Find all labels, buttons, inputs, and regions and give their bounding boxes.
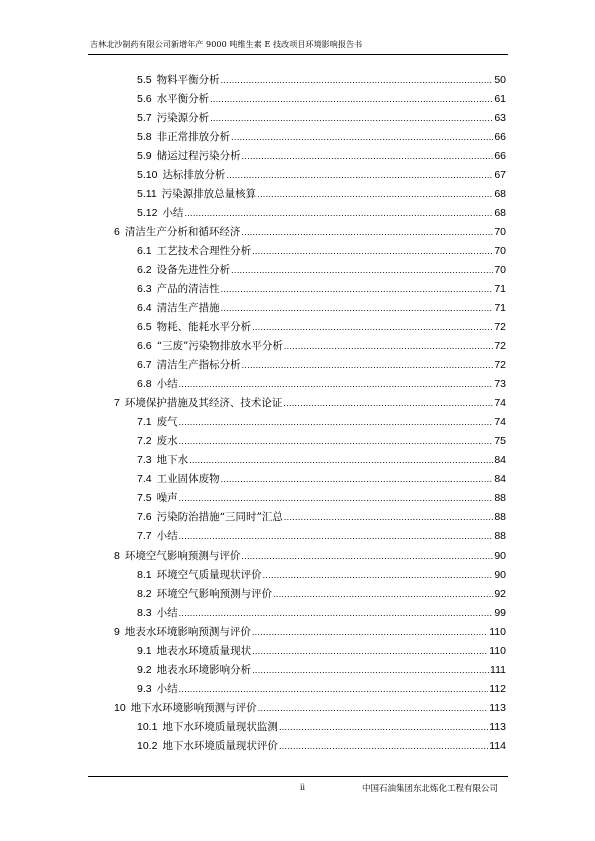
- toc-entry-page: 84: [494, 473, 506, 486]
- toc-dot-leader: [241, 223, 493, 241]
- toc-section-entry[interactable]: [137, 489, 506, 507]
- toc-entry-title: 污染防治措施“三同时”汇总: [156, 511, 283, 524]
- toc-dot-leader: [279, 718, 488, 736]
- toc-section-entry[interactable]: [137, 318, 506, 336]
- toc-section-entry[interactable]: [137, 71, 506, 89]
- toc-entry-page: 70: [494, 264, 506, 277]
- toc-chapter-entry[interactable]: [114, 223, 506, 241]
- toc-entry-page: 84: [494, 454, 506, 467]
- toc-dot-leader: [221, 470, 494, 488]
- toc-entry-number: 7.1: [137, 416, 152, 429]
- toc-dot-leader: [258, 699, 489, 717]
- toc-entry-page: 72: [494, 359, 506, 372]
- toc-entry-title: 地下水环境质量现状监测: [162, 720, 278, 733]
- toc-entry-title: 地表水环境质量现状: [156, 644, 252, 657]
- toc-entry-number: 6.6: [137, 340, 152, 353]
- toc-entry-number: 7.2: [137, 435, 152, 448]
- toc-entry-title: 水平衡分析: [156, 93, 210, 106]
- toc-entry-title: 小结: [156, 530, 178, 543]
- toc-dot-leader: [263, 566, 494, 584]
- toc-entry-title: 清洁生产分析和循环经济: [124, 226, 241, 239]
- toc-dot-leader: [179, 432, 494, 450]
- toc-dot-leader: [257, 185, 493, 203]
- toc-entry-page: 50: [494, 74, 506, 86]
- toc-dot-leader: [242, 147, 494, 165]
- toc-entry-number: 5.8: [137, 131, 152, 144]
- toc-dot-leader: [179, 680, 489, 698]
- toc-dot-leader: [252, 661, 489, 679]
- toc-dot-leader: [231, 261, 493, 279]
- toc-entry-title: 地表水环境影响分析: [156, 663, 252, 676]
- toc-entry-title: 地表水环境影响预测与评价: [124, 625, 251, 638]
- toc-entry-title: 产品的清洁性: [156, 283, 220, 296]
- toc-entry-number: 6.5: [137, 321, 152, 334]
- toc-chapter-entry[interactable]: [114, 547, 506, 565]
- toc-entry-title: 设备先进性分析: [156, 264, 231, 277]
- toc-entry-page: 74: [494, 416, 506, 429]
- toc-entry-title: 小结: [162, 207, 184, 220]
- toc-section-entry[interactable]: [137, 413, 506, 431]
- toc-entry-page: 66: [494, 131, 506, 144]
- toc-entry-title: 污染源排放总量核算: [161, 188, 257, 201]
- toc-section-entry[interactable]: [137, 204, 506, 222]
- toc-dot-leader: [283, 394, 493, 412]
- toc-entry-page: 66: [494, 150, 506, 163]
- toc-section-entry[interactable]: [137, 604, 506, 622]
- toc-section-entry[interactable]: [137, 356, 506, 374]
- toc-entry-title: 工业固体废物: [156, 473, 220, 486]
- toc-entry-number: 6.3: [137, 283, 152, 296]
- toc-entry-title: 环境保护措施及其经济、技术论证: [124, 397, 283, 410]
- toc-entry-title: 地下水: [156, 454, 189, 467]
- toc-entry-number: 8: [114, 549, 120, 562]
- toc-entry-page: 111: [490, 663, 506, 676]
- toc-entry-page: 110: [489, 644, 506, 657]
- toc-entry-title: 物料平衡分析: [156, 74, 220, 86]
- toc-entry-number: 8.1: [137, 568, 152, 581]
- toc-entry-page: 88: [494, 511, 506, 524]
- toc-entry-number: 6.2: [137, 264, 152, 277]
- toc-dot-leader: [221, 71, 494, 89]
- toc-entry-page: 88: [494, 492, 506, 505]
- footer-page-number: ii: [300, 782, 306, 792]
- toc-entry-page: 113: [489, 720, 506, 733]
- toc-dot-leader: [242, 356, 494, 374]
- toc-entry-number: 7.5: [137, 492, 152, 505]
- toc-dot-leader: [241, 547, 493, 565]
- toc-entry-title: 地下水环境质量现状评价: [162, 739, 278, 752]
- toc-entry-title: “三废”污染物排放水平分析: [156, 340, 283, 353]
- toc-entry-number: 7.6: [137, 511, 152, 524]
- toc-entry-page: 88: [494, 530, 506, 543]
- toc-section-entry[interactable]: [137, 451, 506, 469]
- toc-section-entry[interactable]: [137, 337, 506, 355]
- toc-entry-number: 5.9: [137, 150, 152, 163]
- toc-entry-page: 68: [494, 188, 506, 201]
- toc-dot-leader: [210, 109, 493, 127]
- toc-entry-number: 7.4: [137, 473, 152, 486]
- toc-dot-leader: [179, 604, 494, 622]
- toc-section-entry[interactable]: [137, 737, 506, 755]
- footer-divider: [88, 776, 508, 777]
- toc-section-entry[interactable]: [137, 680, 506, 698]
- toc-entry-number: 6.8: [137, 378, 152, 391]
- toc-entry-title: 工艺技术合理性分析: [156, 245, 252, 258]
- toc-entry-page: 74: [494, 397, 506, 410]
- toc-dot-leader: [179, 527, 494, 545]
- footer-organization: 中国石油集团东北炼化工程有限公司: [362, 784, 499, 794]
- toc-dot-leader: [210, 90, 493, 108]
- toc-dot-leader: [273, 585, 493, 603]
- toc-entry-title: 环境空气影响预测与评价: [124, 549, 241, 562]
- toc-entry-number: 8.3: [137, 606, 152, 619]
- toc-section-entry[interactable]: [137, 508, 506, 526]
- toc-dot-leader: [252, 242, 493, 260]
- toc-entry-title: 环境空气质量现状评价: [156, 568, 262, 581]
- toc-dot-leader: [184, 204, 493, 222]
- toc-entry-number: 9.2: [137, 663, 152, 676]
- toc-section-entry[interactable]: [137, 128, 506, 146]
- toc-entry-number: 5.7: [137, 112, 152, 125]
- toc-section-entry[interactable]: [137, 375, 506, 393]
- toc-section-entry[interactable]: [137, 661, 506, 679]
- toc-dot-leader: [221, 280, 494, 298]
- toc-entry-number: 6.1: [137, 245, 152, 258]
- toc-entry-number: 7.7: [137, 530, 152, 543]
- toc-entry-page: 112: [489, 682, 506, 695]
- toc-entry-number: 6.7: [137, 359, 152, 372]
- toc-entry-page: 73: [494, 378, 506, 391]
- header-divider: [88, 54, 508, 55]
- toc-entry-number: 9: [114, 625, 120, 638]
- toc-entry-number: 9.1: [137, 644, 152, 657]
- toc-section-entry[interactable]: [137, 242, 506, 260]
- toc-section-entry[interactable]: [137, 585, 506, 603]
- toc-dot-leader: [252, 623, 488, 641]
- toc-dot-leader: [252, 642, 488, 660]
- toc-entry-number: 5.12: [137, 207, 158, 220]
- toc-entry-title: 环境空气影响预测与评价: [156, 587, 273, 600]
- toc-entry-title: 噪声: [156, 492, 178, 505]
- toc-entry-number: 5.6: [137, 93, 152, 106]
- toc-entry-number: 5.5: [137, 74, 152, 86]
- toc-entry-page: 71: [494, 302, 506, 315]
- toc-section-entry[interactable]: [137, 185, 506, 203]
- toc-entry-number: 10: [114, 701, 126, 714]
- toc-entry-title: 清洁生产指标分析: [156, 359, 241, 372]
- toc-dot-leader: [252, 318, 493, 336]
- running-header: 吉林北沙制药有限公司新增年产 9000 吨维生素 E 技改项目环境影响报告书: [90, 40, 363, 49]
- toc-entry-page: 70: [494, 245, 506, 258]
- toc-dot-leader: [189, 451, 493, 469]
- toc-section-entry[interactable]: [137, 261, 506, 279]
- toc-dot-leader: [279, 737, 488, 755]
- toc-entry-page: 92: [494, 587, 506, 600]
- toc-chapter-entry[interactable]: [114, 394, 506, 412]
- toc-entry-title: 小结: [156, 682, 178, 695]
- toc-entry-number: 6.4: [137, 302, 152, 315]
- toc-entry-title: 污染源分析: [156, 112, 210, 125]
- toc-entry-title: 废气: [156, 416, 178, 429]
- toc-entry-title: 物耗、能耗水平分析: [156, 321, 252, 334]
- toc-entry-page: 75: [494, 435, 506, 448]
- toc-entry-title: 非正常排放分析: [156, 131, 231, 144]
- toc-entry-number: 5.11: [137, 188, 157, 201]
- toc-dot-leader: [284, 337, 493, 355]
- toc-entry-page: 61: [494, 93, 506, 106]
- toc-entry-number: 10.1: [137, 720, 158, 733]
- toc-section-entry[interactable]: [137, 299, 506, 317]
- toc-entry-title: 废水: [156, 435, 178, 448]
- toc-dot-leader: [226, 166, 493, 184]
- toc-entry-page: 114: [489, 739, 506, 752]
- toc-entry-title: 小结: [156, 378, 178, 391]
- toc-entry-title: 储运过程污染分析: [156, 150, 241, 163]
- toc-entry-page: 99: [494, 606, 506, 619]
- toc-entry-number: 7: [114, 397, 120, 410]
- toc-section-entry[interactable]: [137, 527, 506, 545]
- toc-entry-number: 10.2: [137, 739, 158, 752]
- toc-entry-number: 8.2: [137, 587, 152, 600]
- toc-entry-number: 6: [114, 226, 120, 239]
- toc-dot-leader: [179, 489, 494, 507]
- toc-entry-page: 70: [494, 226, 506, 239]
- toc-entry-title: 小结: [156, 606, 178, 619]
- toc-section-entry[interactable]: [137, 280, 506, 298]
- toc-chapter-entry[interactable]: [114, 699, 506, 717]
- toc-entry-page: 68: [494, 207, 506, 220]
- toc-section-entry[interactable]: [137, 470, 506, 488]
- toc-dot-leader: [179, 413, 494, 431]
- toc-entry-page: 72: [494, 321, 506, 334]
- toc-entry-page: 113: [489, 701, 506, 714]
- toc-section-entry[interactable]: [137, 166, 506, 184]
- toc-section-entry[interactable]: [137, 642, 506, 660]
- toc-section-entry[interactable]: [137, 90, 506, 108]
- toc-section-entry[interactable]: [137, 432, 506, 450]
- toc-entry-title: 地下水环境影响预测与评价: [130, 701, 257, 714]
- toc-entry-number: 5.10: [137, 169, 158, 182]
- toc-dot-leader: [284, 508, 493, 526]
- toc-section-entry[interactable]: [137, 566, 506, 584]
- toc-section-entry[interactable]: [137, 109, 506, 127]
- toc-entry-page: 63: [494, 112, 506, 125]
- toc-entry-title: 达标排放分析: [162, 169, 226, 182]
- toc-chapter-entry[interactable]: [114, 623, 506, 641]
- toc-entry-page: 90: [494, 568, 506, 581]
- toc-section-entry[interactable]: [137, 147, 506, 165]
- toc-entry-page: 110: [489, 625, 506, 638]
- toc-dot-leader: [179, 375, 494, 393]
- toc-entry-page: 67: [494, 169, 506, 182]
- toc-section-entry[interactable]: [137, 718, 506, 736]
- toc-dot-leader: [231, 128, 493, 146]
- toc-entry-title: 清洁生产措施: [156, 302, 220, 315]
- toc-entry-number: 9.3: [137, 682, 152, 695]
- toc-dot-leader: [221, 299, 494, 317]
- toc-entry-page: 71: [494, 283, 506, 296]
- toc-entry-page: 72: [494, 340, 506, 353]
- toc-entry-page: 90: [494, 549, 506, 562]
- toc-entry-number: 7.3: [137, 454, 152, 467]
